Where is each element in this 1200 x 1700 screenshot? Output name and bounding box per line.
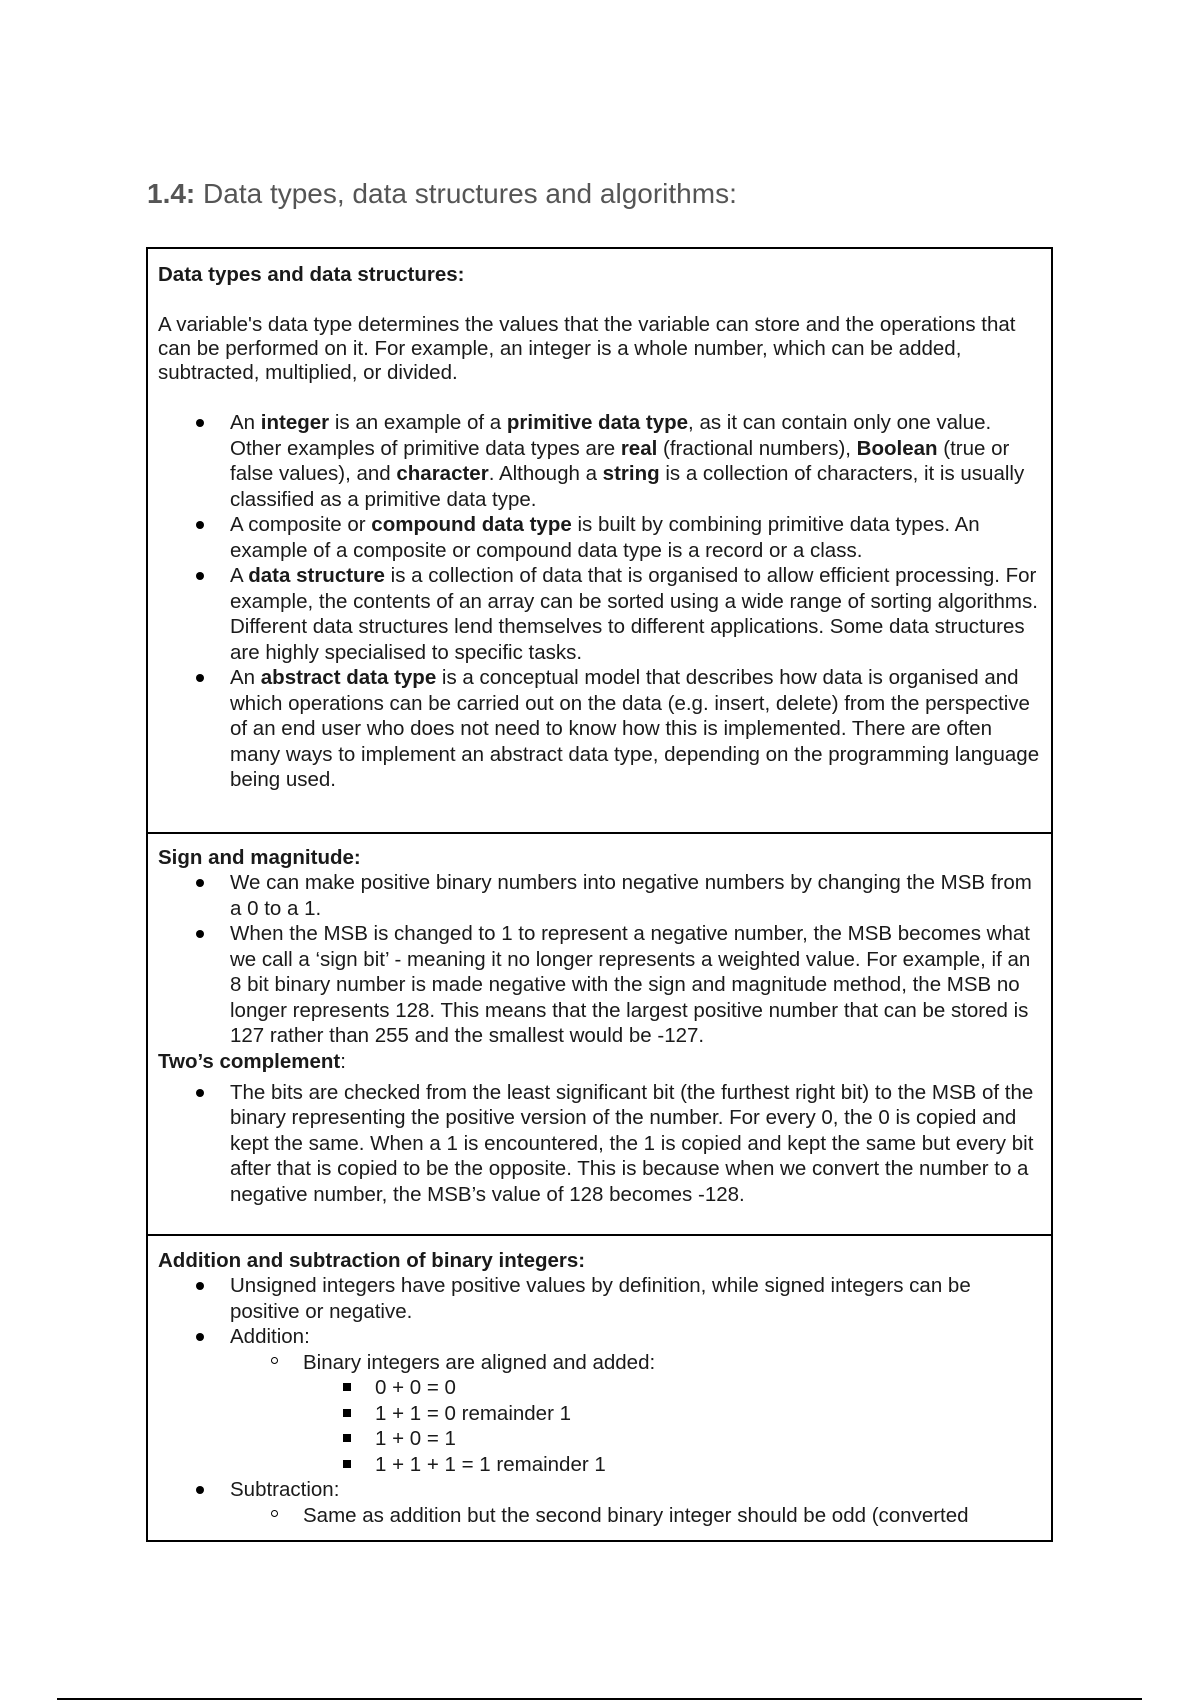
- text: is a collection of characters, it is usually classified as a primitive data type.: [230, 462, 1025, 511]
- text: is an example of a: [329, 411, 507, 434]
- bullet-list: [230, 1080, 1043, 1208]
- rule-item: 1 + 1 + 1 = 1 remainder 1: [375, 1452, 1043, 1478]
- section-sign-magnitude: [148, 832, 1051, 1234]
- keyword: integer: [260, 411, 330, 434]
- text: is a conceptual model that describes how data is organised and which operations can be carried out on the data (e.g. insert, delete) from the perspective of an end user who does not need to know how this is implemented. There are often many ways to implement an abstract data type, depending on the programming language being used.: [230, 666, 1040, 791]
- text: Unsigned integers have positive values by definition, while signed integers can be positive or negative.: [230, 1274, 971, 1323]
- text: A: [230, 564, 249, 587]
- text: (true or false values), and: [230, 436, 1010, 485]
- list-item: We can make positive binary numbers into negative numbers by changing the MSB from a 0 to a 1.: [230, 870, 1043, 921]
- section-heading: Data types and data structures:: [158, 263, 465, 286]
- keyword: string: [602, 462, 660, 485]
- list-item: When the MSB is changed to 1 to represent a negative number, the MSB becomes what we call a ‘sign bit’ - meaning it no longer represents a weighted value. For example, if an 8 bit binary number is made negative with the sign and magnitude method, the MSB no longer represents 128. This means that the largest positive number that can be stored is 127 rather than 255 and the smallest would be -127.: [230, 921, 1043, 1049]
- bullet-list: [230, 870, 1043, 1049]
- text: Binary integers are aligned and added:: [303, 1350, 656, 1374]
- heading-colon: :: [340, 1049, 346, 1073]
- sub-list-item: [303, 1350, 1043, 1478]
- keyword: real: [620, 436, 658, 460]
- keyword: compound data type: [371, 513, 572, 536]
- bullet-list: [230, 410, 1043, 793]
- subsection-heading: [158, 1049, 1043, 1074]
- page-title: [147, 178, 737, 210]
- bullet-list: [230, 1273, 1043, 1528]
- text: Subtraction:: [230, 1478, 340, 1501]
- subsection-heading-text: Two’s complement: [158, 1049, 341, 1073]
- rule-item: 1 + 0 = 1: [375, 1426, 1043, 1452]
- section-heading: Sign and magnitude:: [158, 846, 361, 869]
- list-item: The bits are checked from the least significant bit (the furthest right bit) to the MSB of the binary representing the positive version of the number. For every 0, the 0 is copied and kept the same. When a 1 is encountered, the 1 is copied and kept the same but every bit after that is copied to be the opposite. This is because when we convert the number to a negative number, the MSB’s value of 128 becomes -128.: [230, 1080, 1043, 1208]
- keyword: abstract data type: [260, 666, 437, 689]
- text: An: [230, 666, 261, 689]
- section-heading: Addition and subtraction of binary integers:: [158, 1249, 586, 1272]
- title-text: Data types, data structures and algorithms:: [195, 178, 737, 209]
- keyword: character: [396, 462, 489, 485]
- text: . Although a: [488, 462, 603, 485]
- text: A composite or: [230, 513, 372, 536]
- sub-list: [303, 1350, 1043, 1478]
- text: An: [230, 411, 261, 434]
- intro-paragraph: A variable's data type determines the values that the variable can store and the operations that can be performed on it. For example, an integer is a whole number, which can be added, subtracted, multiplied, or divided.: [158, 313, 1016, 384]
- text: is built by combining primitive data types. An example of a composite or compound data type is a record or a class.: [230, 513, 980, 562]
- rule-item: 1 + 1 = 0 remainder 1: [375, 1401, 1043, 1427]
- list-item-subtraction: [230, 1477, 1043, 1528]
- list-item-compound: [230, 512, 1043, 563]
- sub-list-item: Same as addition but the second binary integer should be odd (converted: [303, 1503, 1043, 1529]
- keyword: data structure: [248, 564, 385, 587]
- rule-item: 0 + 0 = 0: [375, 1375, 1043, 1401]
- list-item-abstract: [230, 665, 1043, 793]
- section-number: 1.4:: [147, 178, 196, 209]
- list-item-primitive: [230, 410, 1043, 512]
- text: , as it can contain only one value. Other examples of primitive data types are: [230, 411, 992, 460]
- list-item-data-structure: [230, 563, 1043, 665]
- notes-table: [146, 247, 1053, 1542]
- rule-list: [375, 1375, 1043, 1477]
- text: Addition:: [230, 1325, 310, 1348]
- text: (fractional numbers),: [657, 436, 857, 460]
- keyword: primitive data type: [506, 411, 689, 434]
- text: is a collection of data that is organised to allow efficient processing. For example, the contents of an array can be sorted using a wide range of sorting algorithms. Different data structures lend themselves to different applications. Some data structures are highly specialised to specific tasks.: [230, 564, 1038, 664]
- list-item-addition: [230, 1324, 1043, 1477]
- keyword: Boolean: [856, 436, 938, 460]
- list-item: [230, 1273, 1043, 1324]
- sub-list: [303, 1503, 1043, 1529]
- section-data-types: [148, 249, 1051, 832]
- section-binary-arithmetic: [148, 1234, 1051, 1540]
